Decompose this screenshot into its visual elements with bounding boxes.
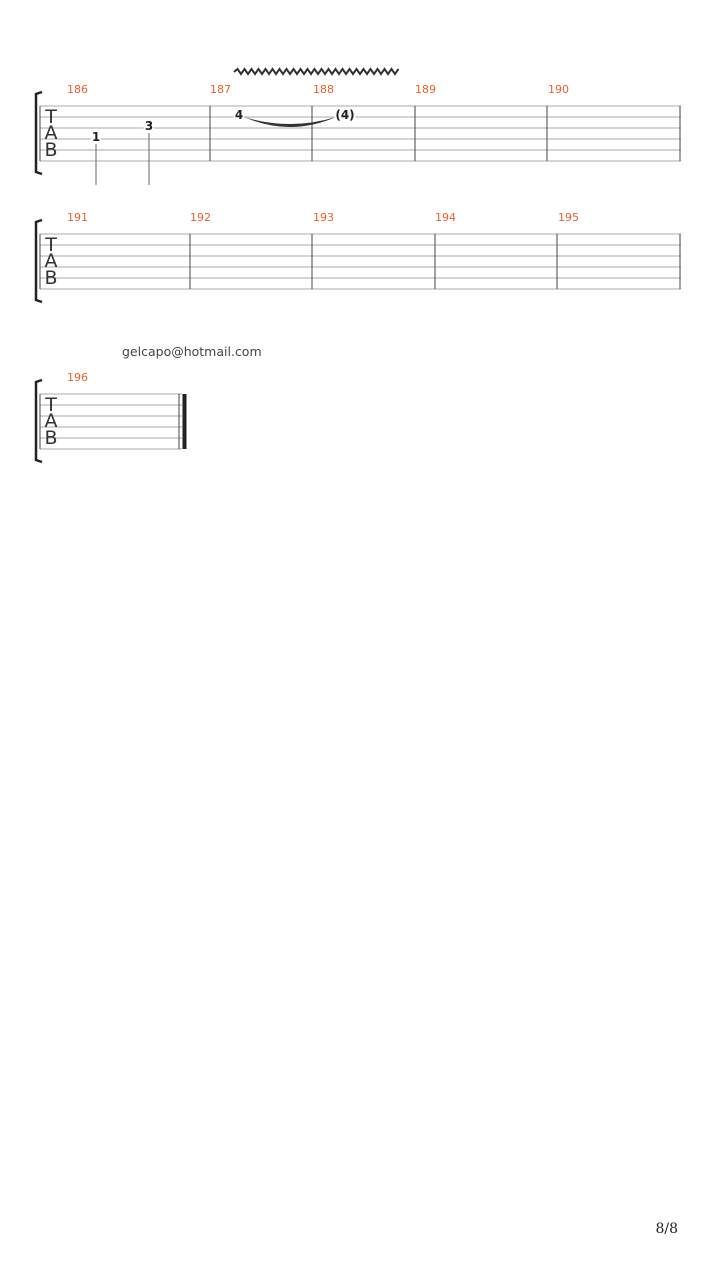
page-number: 8/8 xyxy=(655,1221,678,1237)
tab-clef-t: T xyxy=(45,106,57,128)
measure-number: 196 xyxy=(67,371,88,384)
measure-number: 193 xyxy=(313,211,334,224)
tab-clef-a: A xyxy=(44,122,58,144)
measure-number: 192 xyxy=(190,211,211,224)
measure-number: 191 xyxy=(67,211,88,224)
final-barline-thick xyxy=(183,394,187,449)
tab-clef-b: B xyxy=(44,139,58,161)
fret-number: 4 xyxy=(234,108,244,122)
tab-clef-a: A xyxy=(44,410,58,432)
tab-clef-t: T xyxy=(45,234,57,256)
measure-number: 188 xyxy=(313,83,334,96)
measure-number: 187 xyxy=(210,83,231,96)
fret-number: 1 xyxy=(91,130,101,144)
fret-number: 3 xyxy=(144,119,154,133)
author-email: gelcapo@hotmail.com xyxy=(122,344,262,359)
measure-number: 189 xyxy=(415,83,436,96)
tab-clef-b: B xyxy=(44,267,58,289)
measure-number: 194 xyxy=(435,211,456,224)
tab-clef-t: T xyxy=(45,394,57,416)
fret-number: (4) xyxy=(335,108,355,122)
tab-staff-3 xyxy=(0,0,720,480)
measure-number: 190 xyxy=(548,83,569,96)
tab-clef-a: A xyxy=(44,250,58,272)
staff-lines xyxy=(40,394,182,449)
tab-clef-b: B xyxy=(44,427,58,449)
measure-number: 195 xyxy=(558,211,579,224)
measure-number: 186 xyxy=(67,83,88,96)
